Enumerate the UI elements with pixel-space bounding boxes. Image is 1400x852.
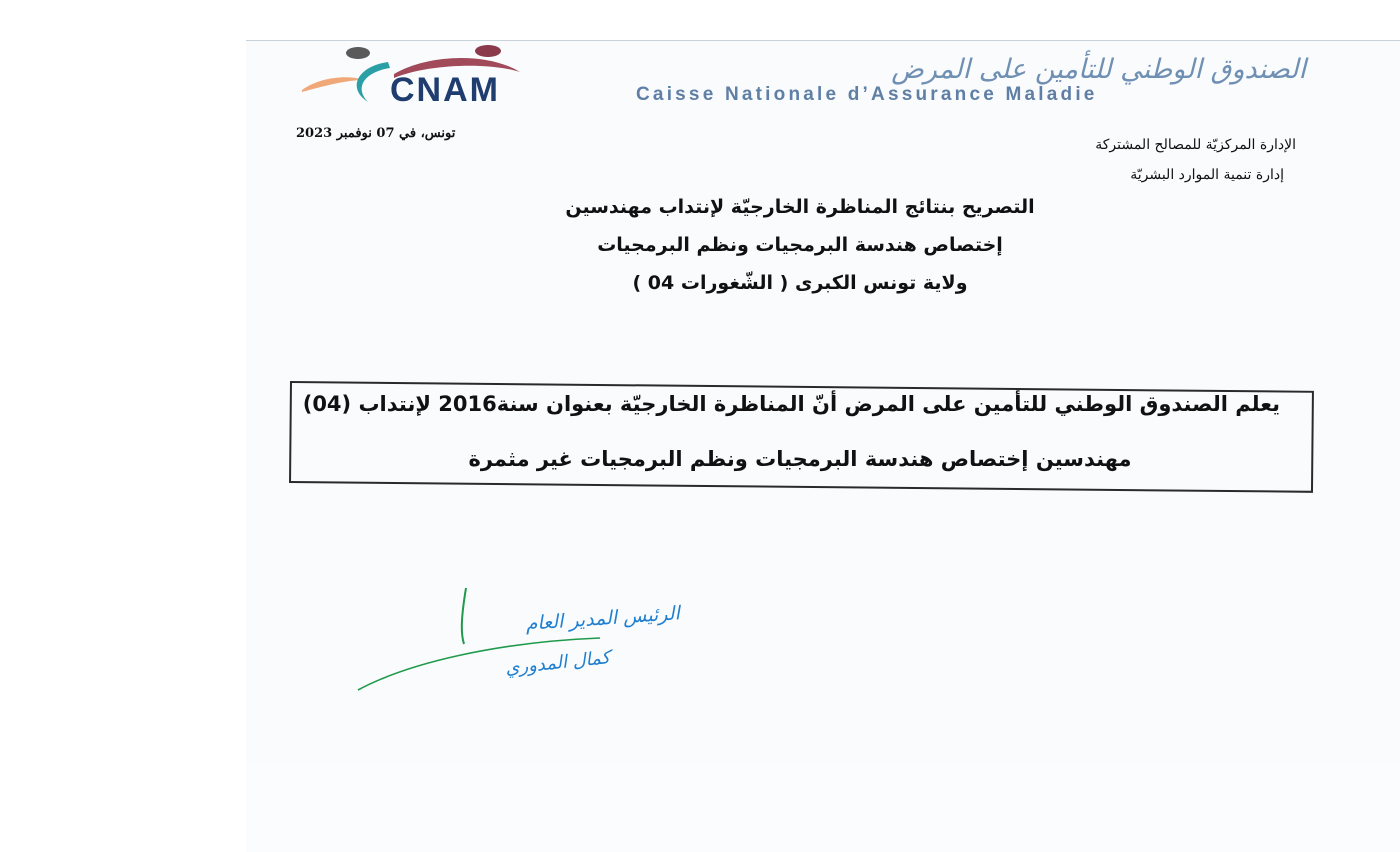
department-line-1: الإدارة المركزيّة للمصالح المشتركة [1095,137,1296,153]
title-line-1: التصريح بنتائج المناظرة الخارجيّة لإنتداب مهندسين [565,196,1035,218]
department-line-2: إدارة تنمية الموارد البشريّة [1130,167,1284,183]
logo-latin-name: Caisse Nationale d’Assurance Maladie [636,84,1098,105]
notice-line-1: يعلم الصندوق الوطني للتأمين على المرض أنّ المناظرة الخارجيّة بعنوان سنة2016 لإنتداب (04) [302,392,1280,416]
notice-line-2: مهندسين إختصاص هندسة البرمجيات ونظم البرمجيات غير مثمرة [468,447,1132,471]
signature-icon [350,582,681,702]
logo-orange-swoosh [302,77,364,92]
page-margin-bottom [246,762,1400,852]
title-line-2: إختصاص هندسة البرمجيات ونظم البرمجيات [597,234,1003,256]
signature-name-text: كمال المدوري [504,647,612,679]
logo-teal-arc [357,62,390,102]
logo-gray-dot [346,47,370,59]
logo-arabic-name: الصندوق الوطني للتأمين على المرض [891,54,1306,85]
signature [350,582,681,702]
logo-cnam-text: CNAM [390,71,500,108]
signature-stroke-vertical [462,588,466,644]
cnam-logo-icon [298,44,608,108]
signature-title-text: الرئيس المدير العام [524,602,681,635]
cnam-logo [298,44,608,108]
logo-maroon-dot [475,45,501,57]
title-line-3: ولاية تونس الكبرى ( الشّغورات 04 ) [632,272,968,294]
document-date: تونس، في 07 نوفمبر 2023 [296,126,456,141]
